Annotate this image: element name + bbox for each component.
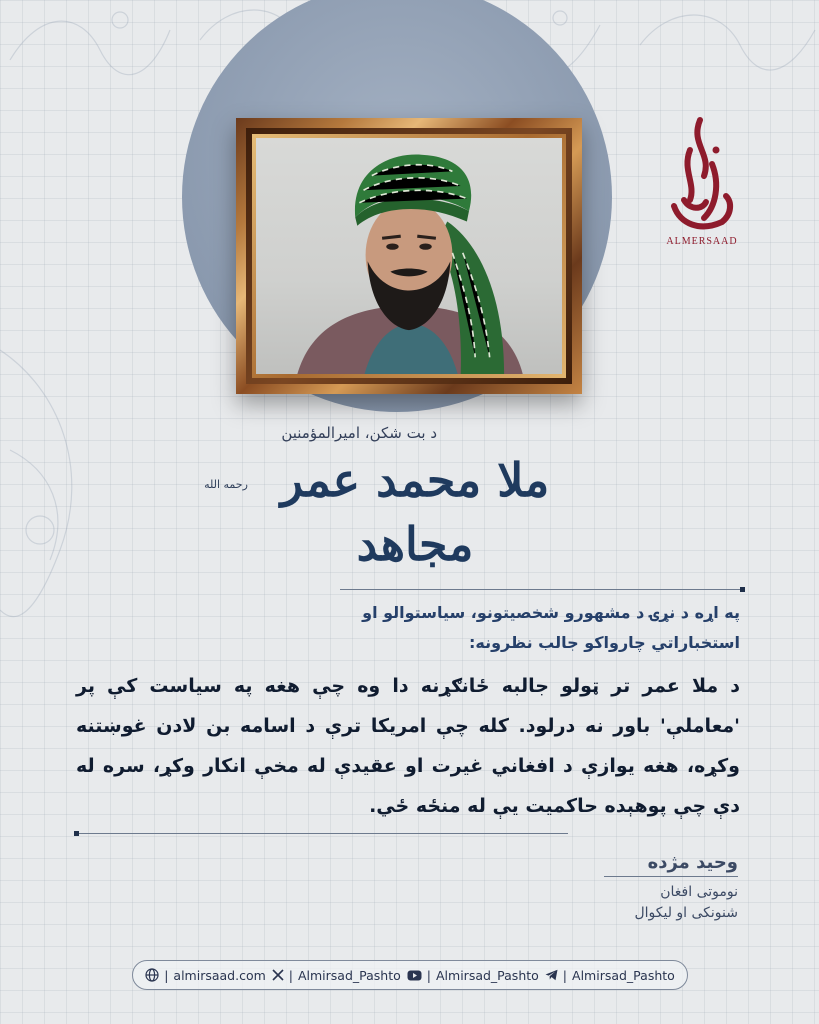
website-label: almirsaad.com — [173, 967, 266, 983]
intro-line-1: په اړه د نړۍ د مشهورو شخصیتونو، سیاستوالو او — [362, 603, 740, 622]
telegram-handle: Almirsad_Pashto — [572, 967, 675, 983]
left-calligraphy-decoration — [0, 330, 110, 630]
honorific: رحمه الله — [204, 478, 248, 491]
quote-text: د ملا عمر تر ټولو جالبه ځانګړنه دا وه چې هغه په سیاست کې پر 'معاملې' باور نه درلود. کله چې امریکا ترې د اسامه بن لادن غوښتنه وکړه، هغه یوازې د افغاني غیرت او عقیدې له مخې انکار وکړ، سره له دې چې پوهېده حاکمیت یې له منځه ځي. — [76, 675, 740, 817]
social-footer — [132, 960, 688, 990]
divider-bottom-dot — [74, 831, 79, 836]
portrait-frame — [236, 118, 582, 394]
telegram-link[interactable] — [545, 968, 675, 983]
x-icon — [272, 969, 284, 981]
divider-top-dot — [740, 587, 745, 592]
separator: | — [164, 967, 169, 983]
globe-icon — [145, 968, 159, 982]
author-divider — [604, 876, 738, 877]
youtube-handle: Almirsad_Pashto — [436, 967, 539, 983]
youtube-icon — [407, 970, 422, 981]
x-handle: Almirsad_Pashto — [297, 967, 401, 983]
divider-bottom — [78, 833, 568, 834]
intro-text — [100, 598, 740, 658]
author-title-line-2: شنونکی او لیکوال — [634, 905, 738, 921]
x-link[interactable] — [272, 968, 401, 983]
intro-line-2: استخباراتي چارواکو جالب نظرونه: — [468, 633, 740, 652]
separator: | — [562, 967, 568, 983]
brand-name: ALMERSAAD — [666, 236, 738, 247]
youtube-link[interactable] — [407, 968, 539, 983]
divider-top — [340, 589, 740, 590]
author-title — [538, 882, 738, 924]
page-title: ملا محمد عمر مجاهد — [280, 453, 550, 572]
subtitle: د بت شکن، امیرالمؤمنین — [281, 424, 437, 442]
author-title-line-1: نوموتی افغان — [660, 884, 738, 900]
author-name: وحید مژده — [647, 852, 738, 873]
almersaad-logo-icon — [660, 114, 740, 254]
separator: | — [288, 967, 293, 983]
portrait-image — [256, 138, 562, 374]
separator: | — [426, 967, 431, 983]
website-link[interactable] — [145, 968, 266, 983]
telegram-icon — [545, 969, 558, 981]
